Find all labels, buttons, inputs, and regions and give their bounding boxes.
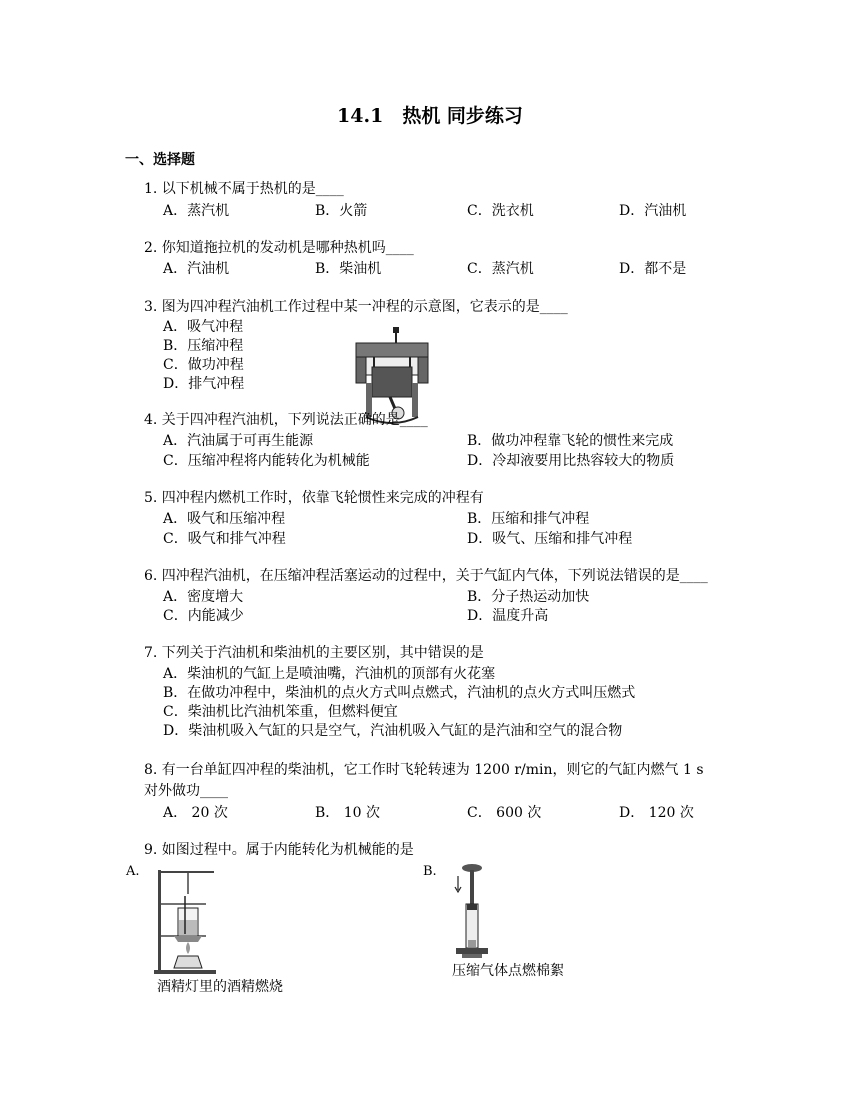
engine-cylinder-figure bbox=[352, 325, 432, 425]
question-4-option-a[interactable]: A．汽油属于可再生能源 bbox=[163, 433, 314, 449]
question-3-option-b[interactable]: B．压缩冲程 bbox=[163, 338, 244, 354]
question-4-option-c[interactable]: C．压缩冲程将内能转化为机械能 bbox=[163, 453, 370, 469]
fire-syringe-figure bbox=[448, 862, 494, 962]
question-1-option-b[interactable]: B．火箭 bbox=[315, 203, 368, 219]
question-5-stem: 5. 四冲程内燃机工作时，依靠飞轮惯性来完成的冲程有 bbox=[144, 490, 484, 506]
question-8-option-a[interactable]: A． 20 次 bbox=[163, 805, 228, 821]
question-6-stem: 6. 四冲程汽油机，在压缩冲程活塞运动的过程中，关于气缸内气体，下列说法错误的是____ bbox=[144, 568, 708, 584]
question-8-option-b[interactable]: B． 10 次 bbox=[315, 805, 381, 821]
section-heading: 一、选择题 bbox=[125, 152, 195, 168]
question-5-option-b[interactable]: B．压缩和排气冲程 bbox=[467, 511, 590, 527]
question-3-option-c[interactable]: C．做功冲程 bbox=[163, 357, 244, 373]
question-9-caption-a: 酒精灯里的酒精燃烧 bbox=[157, 979, 283, 995]
question-8-option-c[interactable]: C． 600 次 bbox=[467, 805, 542, 821]
question-1-option-d[interactable]: D．汽油机 bbox=[619, 203, 687, 219]
question-2-option-b[interactable]: B．柴油机 bbox=[315, 261, 382, 277]
question-7-option-c[interactable]: C．柴油机比汽油机笨重，但燃料便宜 bbox=[163, 704, 398, 720]
question-5-option-a[interactable]: A．吸气和压缩冲程 bbox=[163, 511, 286, 527]
question-9-label-a[interactable]: A. bbox=[126, 864, 140, 879]
page-title: 14.1 热机 同步练习 bbox=[337, 105, 523, 127]
question-7-option-b[interactable]: B．在做功冲程中，柴油机的点火方式叫点燃式，汽油机的点火方式叫压燃式 bbox=[163, 685, 636, 701]
question-1-option-c[interactable]: C．洗衣机 bbox=[467, 203, 534, 219]
question-2-stem: 2. 你知道拖拉机的发动机是哪种热机吗____ bbox=[144, 240, 414, 256]
question-6-option-b[interactable]: B．分子热运动加快 bbox=[467, 589, 590, 605]
question-3-option-a[interactable]: A．吸气冲程 bbox=[163, 319, 244, 335]
question-4-option-b[interactable]: B．做功冲程靠飞轮的惯性来完成 bbox=[467, 433, 674, 449]
question-9-caption-b: 压缩气体点燃棉絮 bbox=[452, 963, 564, 979]
question-7-option-a[interactable]: A．柴油机的气缸上是喷油嘴，汽油机的顶部有火花塞 bbox=[163, 666, 496, 682]
question-1-stem: 1. 以下机械不属于热机的是____ bbox=[144, 181, 344, 197]
question-8-stem: 8. 有一台单缸四冲程的柴油机，它工作时飞轮转速为 1200 r/min，则它的气缸内燃气 1 s bbox=[144, 762, 704, 778]
question-4-stem: 4. 关于四冲程汽油机，下列说法正确的是____ bbox=[144, 412, 428, 428]
question-2-option-c[interactable]: C．蒸汽机 bbox=[467, 261, 534, 277]
question-8-option-d[interactable]: D． 120 次 bbox=[619, 805, 694, 821]
question-3-option-d[interactable]: D．排气冲程 bbox=[163, 376, 245, 392]
question-4-option-d[interactable]: D．冷却液要用比热容较大的物质 bbox=[467, 453, 675, 469]
question-2-option-a[interactable]: A．汽油机 bbox=[163, 261, 230, 277]
question-9-label-b[interactable]: B. bbox=[423, 864, 437, 879]
question-6-option-a[interactable]: A．密度增大 bbox=[163, 589, 244, 605]
question-2-option-d[interactable]: D．都不是 bbox=[619, 261, 687, 277]
question-1-option-a[interactable]: A．蒸汽机 bbox=[163, 203, 230, 219]
question-3-stem: 3. 图为四冲程汽油机工作过程中某一冲程的示意图，它表示的是____ bbox=[144, 299, 568, 315]
question-7-stem: 7. 下列关于汽油机和柴油机的主要区别，其中错误的是 bbox=[144, 645, 484, 661]
question-9-stem: 9. 如图过程中。属于内能转化为机械能的是 bbox=[144, 842, 414, 858]
question-6-option-d[interactable]: D．温度升高 bbox=[467, 608, 549, 624]
question-5-option-d[interactable]: D．吸气、压缩和排气冲程 bbox=[467, 531, 633, 547]
question-6-option-c[interactable]: C．内能减少 bbox=[163, 608, 244, 624]
question-8-stem-continued: 对外做功____ bbox=[144, 783, 228, 799]
alcohol-lamp-figure bbox=[152, 864, 222, 976]
question-5-option-c[interactable]: C．吸气和排气冲程 bbox=[163, 531, 286, 547]
question-7-option-d[interactable]: D．柴油机吸入气缸的只是空气，汽油机吸入气缸的是汽油和空气的混合物 bbox=[163, 723, 623, 739]
